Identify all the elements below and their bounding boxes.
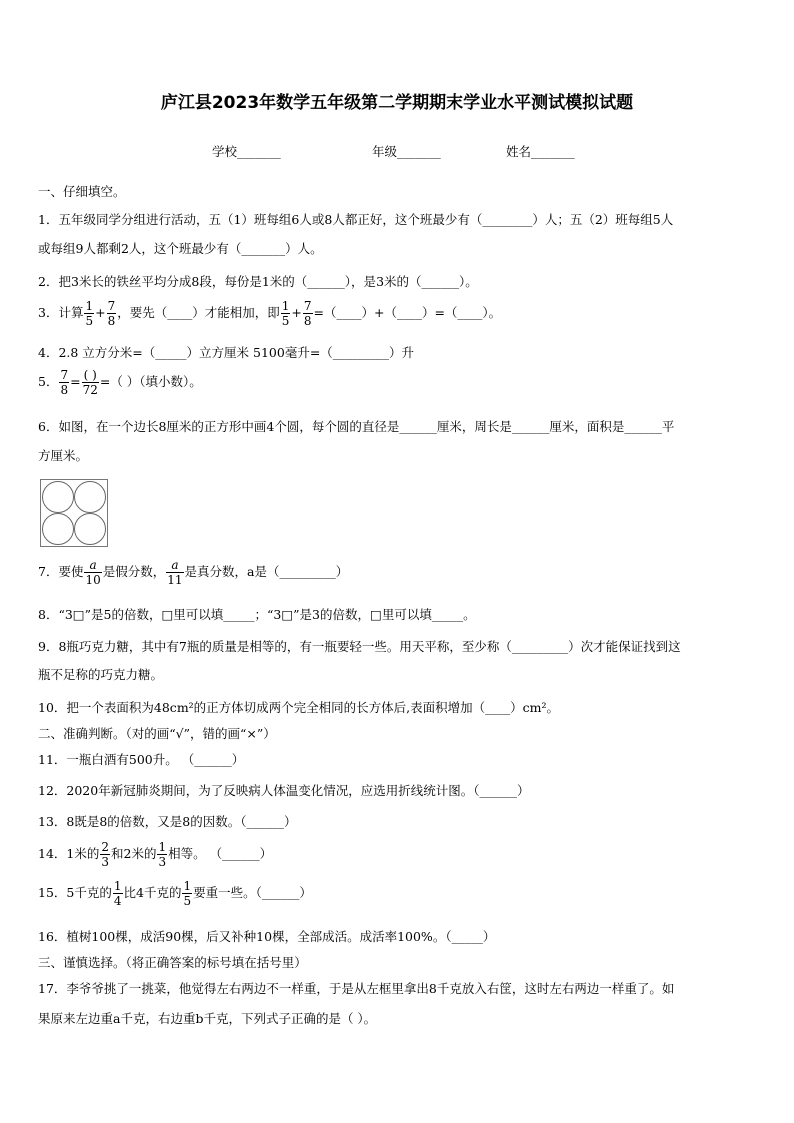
question-10: 10．把一个表面积为48cm²的正方体切成两个完全相同的长方体后,表面积增加（____）cm²。: [38, 700, 560, 715]
question-9-line-1: 9．8瓶巧克力糖，其中有7瓶的质量是相等的，有一瓶要轻一些。用天平称，至少称（_________）次才能保证找到这: [38, 639, 681, 654]
question-17-line-1: 17．李爷爷挑了一挑菜，他觉得左右两边不一样重，于是从左框里拿出8千克放入右筐，这时左右两边一样重了。如: [38, 981, 675, 996]
section-2-heading: 二、准确判断。（对的画“√”，错的画“×”）: [38, 726, 276, 741]
question-12: 12．2020年新冠肺炎期间，为了反映病人体温变化情况，应选用折线统计图。（______）: [38, 783, 530, 798]
fraction-1-4: $\frac{1}{4}$: [113, 879, 122, 908]
question-14: 14．1米的 $\frac{2}{3}$ 和2米的 $\frac{1}{3}$ 相等。 （______）: [38, 840, 273, 869]
question-3-mid: ，要先（____）才能相加，即: [117, 305, 280, 320]
question-1-line-2: 或每组9人都剩2人，这个班最少有（_______）人。: [38, 241, 323, 256]
section-3-heading: 三、谨慎选择。（将正确答案的标号填在括号里）: [38, 955, 307, 970]
fraction-2-3: $\frac{2}{3}$: [101, 840, 109, 869]
fraction-1-5: $\frac{1}{5}$: [85, 299, 94, 328]
question-17-line-2: 果原来左边重a千克，右边重b千克，下列式子正确的是（ ）。: [38, 1011, 377, 1026]
fraction-1-5: $\frac{1}{5}$: [183, 879, 192, 908]
question-2: 2．把3米长的铁丝平均分成8段，每份是1米的（______），是3米的（______）。: [38, 274, 478, 289]
page-title: 庐江县2023年数学五年级第二学期期末学业水平测试模拟试题: [160, 93, 634, 113]
four-circles-diagram: [41, 480, 107, 546]
question-5: 5． $\frac{7}{8}$ = $\frac{( )}{72}$ =（ ）（填小数）。: [38, 368, 202, 397]
question-3-suffix: =（____）+（____）=（____）。: [313, 305, 502, 320]
fraction-a-11: $\frac{a}{11}$: [167, 558, 183, 587]
section-1-heading: 一、仔细填空。: [38, 184, 126, 199]
question-6-line-1: 6．如图，在一个边长8厘米的正方形中画4个圆，每个圆的直径是______厘米，周长是______厘米，面积是______平: [38, 419, 675, 434]
question-7: 7．要使 $\frac{a}{10}$ 是假分数， $\frac{a}{11}$ 是真分数，a是（_________）: [38, 558, 349, 587]
fraction-1-5-b: $\frac{1}{5}$: [281, 299, 290, 328]
question-3-prefix: 3．计算: [38, 305, 84, 320]
question-13: 13．8既是8的倍数，又是8的因数。（______）: [38, 814, 297, 829]
fraction-blank-72: $\frac{( )}{72}$: [82, 368, 98, 397]
name-field: 姓名_______: [506, 144, 575, 159]
question-8: 8．“3□”是5的倍数，□里可以填_____；“3□”是3的倍数，□里可以填_____。: [38, 607, 476, 622]
grade-field: 年级_______: [372, 144, 441, 159]
question-15: 15．5千克的 $\frac{1}{4}$ 比4千克的 $\frac{1}{5}$ 要重一些。（______）: [38, 879, 312, 908]
question-9-line-2: 瓶不足称的巧克力糖。: [38, 667, 164, 682]
question-4: 4．2.8 立方分米=（_____）立方厘米 5100毫升=（_________）升: [38, 345, 415, 360]
question-16: 16．植树100棵，成活90棵，后又补种10棵，全部成活。成活率100%。（_____）: [38, 929, 496, 944]
question-11: 11．一瓶白酒有500升。 （______）: [38, 752, 245, 767]
question-5-suffix: =（ ）（填小数）。: [99, 374, 202, 389]
fraction-a-10: $\frac{a}{10}$: [85, 558, 101, 587]
fraction-7-8-b: $\frac{7}{8}$: [303, 299, 312, 328]
square-with-four-circles-figure: [40, 479, 108, 547]
fraction-1-3: $\frac{1}{3}$: [158, 840, 167, 869]
question-6-line-2: 方厘米。: [38, 448, 89, 463]
question-1-line-1: 1．五年级同学分组进行活动，五（1）班每组6人或8人都正好，这个班最少有（________）人；五（2）班每组5人: [38, 212, 674, 227]
fraction-7-8: $\frac{7}{8}$: [107, 299, 116, 328]
school-field: 学校_______: [212, 144, 281, 159]
question-3: 3．计算 $\frac{1}{5}$ + $\frac{7}{8}$ ，要先（____）才能相加，即 $\frac{1}{5}$ + $\frac{7}{8}$ =（____）+（____）=（____）。: [38, 299, 502, 328]
fraction-7-8: $\frac{7}{8}$: [60, 368, 69, 397]
